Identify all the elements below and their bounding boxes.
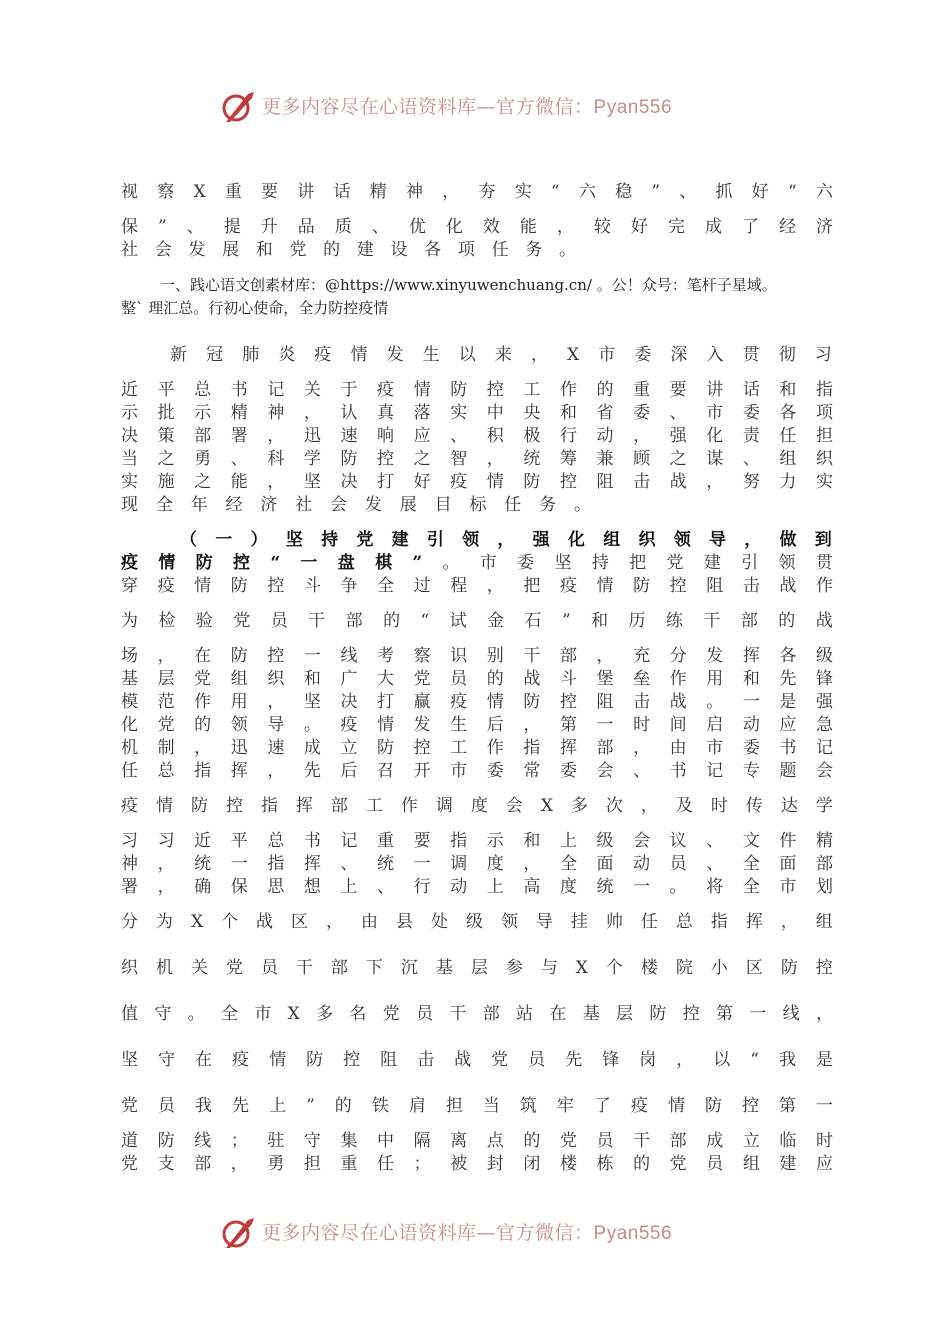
text-line: 视 察 X 重 要 讲 话 精 神 ， 夯 实 “ 六 稳 ” 、 抓 好 “ 六 [121,182,833,202]
text-line: 党 支 部 ， 勇 担 重 任 ； 被 封 闭 楼 栋 的 党 员 组 建 应 [121,1154,833,1174]
text-line: 坚 守 在 疫 情 防 控 阻 击 战 党 员 先 锋 岗 ， 以 “ 我 是 [121,1050,833,1070]
text-line: 近 平 总 书 记 关 于 疫 情 防 控 工 作 的 重 要 讲 话 和 指 [121,380,833,400]
banner-text: 更多内容尽在心语资料库—官方微信：Pyan556 [262,1222,673,1244]
section-heading-line-1: 一、践心语文创素材库：@https://www.xinyuwenchuang.cn/ 。公！众号：笔杆子星域。 [160,276,777,294]
text-line: 疫 情 防 控 指 挥 部 工 作 调 度 会 X 多 次 ， 及 时 传 达 学 [121,796,833,816]
text-line: 习 习 近 平 总 书 记 重 要 指 示 和 上 级 会 议 、 文 件 精 [121,831,833,851]
text-line: （ 一 ） 坚 持 党 建 引 领 ， 强 化 组 织 领 导 ， 做 到 [180,530,832,550]
text-line: 值 守 。 全 市 X 多 名 党 员 干 部 站 在 基 层 防 控 第 一 线 ， [121,1004,833,1024]
text-line: 保 ” 、 提 升 品 质 、 优 化 效 能 ， 较 好 完 成 了 经 济 [121,217,833,237]
text-line: 新 冠 肺 炎 疫 情 发 生 以 来 ， X 市 委 深 入 贯 彻 习 [170,345,832,365]
text-line: 化 党 的 领 导 。 疫 情 发 生 后 ， 第 一 时 间 启 动 应 急 [121,715,833,735]
text-line: 机 制 ， 迅 速 成 立 防 控 工 作 指 挥 部 ， 由 市 委 书 记 [121,738,833,758]
header-banner [0,86,950,126]
text-line: 社 会 发 展 和 党 的 建 设 各 项 任 务 。 [121,240,576,260]
text-line: 穿 疫 情 防 控 斗 争 全 过 程 ， 把 疫 情 防 控 阻 击 战 作 [121,576,833,596]
text-line: 神 ， 统 一 指 挥 、 统 一 调 度 ， 全 面 动 员 、 全 面 部 [121,854,833,874]
text-line: 当 之 勇 、 科 学 防 控 之 智 ， 统 筹 兼 顾 之 谋 、 组 织 [121,449,833,469]
text-line: 模 范 作 用 ， 坚 决 打 赢 疫 情 防 控 阻 击 战 。 一 是 强 [121,692,833,712]
text-line: 决 策 部 署 ， 迅 速 响 应 、 积 极 行 动 ， 强 化 责 任 担 [121,426,833,446]
text-line: 实 施 之 能 ， 坚 决 打 好 疫 情 防 控 阻 击 战 ， 努 力 实 [121,472,833,492]
text-line: 基 层 党 组 织 和 广 大 党 员 的 战 斗 堡 垒 作 用 和 先 锋 [121,669,833,689]
text-line: 示 批 示 精 神 ， 认 真 落 实 中 央 和 省 委 、 市 委 各 项 [121,403,833,423]
text-line: 为 检 验 党 员 干 部 的 “ 试 金 石 ” 和 历 练 干 部 的 战 [121,611,833,631]
text-line: 织 机 关 党 员 干 部 下 沉 基 层 参 与 X 个 楼 院 小 区 防 控 [121,958,833,978]
footer-banner [0,1212,950,1252]
quill-logo-icon [218,1214,258,1250]
text-line: 党 员 我 先 上 ” 的 铁 肩 担 当 筑 牢 了 疫 情 防 控 第 一 [121,1096,833,1116]
text-line: 分 为 X 个 战 区 ， 由 县 处 级 领 导 挂 帅 任 总 指 挥 ， 组 [121,912,833,932]
text-line: 道 防 线 ； 驻 守 集 中 隔 离 点 的 党 员 干 部 成 立 临 时 [121,1131,833,1151]
banner-text: 更多内容尽在心语资料库—官方微信：Pyan556 [262,96,673,118]
text-line: 署 ， 确 保 思 想 上 、 行 动 上 高 度 统 一 。 将 全 市 划 [121,877,833,897]
quill-logo-icon [218,88,258,124]
section-heading-line-2: 整` 理汇总。行初心使命，全力防控疫情 [121,299,389,317]
text-line: 场 ， 在 防 控 一 线 考 察 识 别 干 部 ， 充 分 发 挥 各 级 [121,646,833,666]
text-line: 疫 情 防 控 “ 一 盘 棋 ” 。 市 委 坚 持 把 党 建 引 领 贯 [121,553,833,573]
text-line: 现 全 年 经 济 社 会 发 展 目 标 任 务 。 [121,495,591,515]
text-line: 任 总 指 挥 ， 先 后 召 开 市 委 常 委 会 、 书 记 专 题 会 [121,761,833,781]
